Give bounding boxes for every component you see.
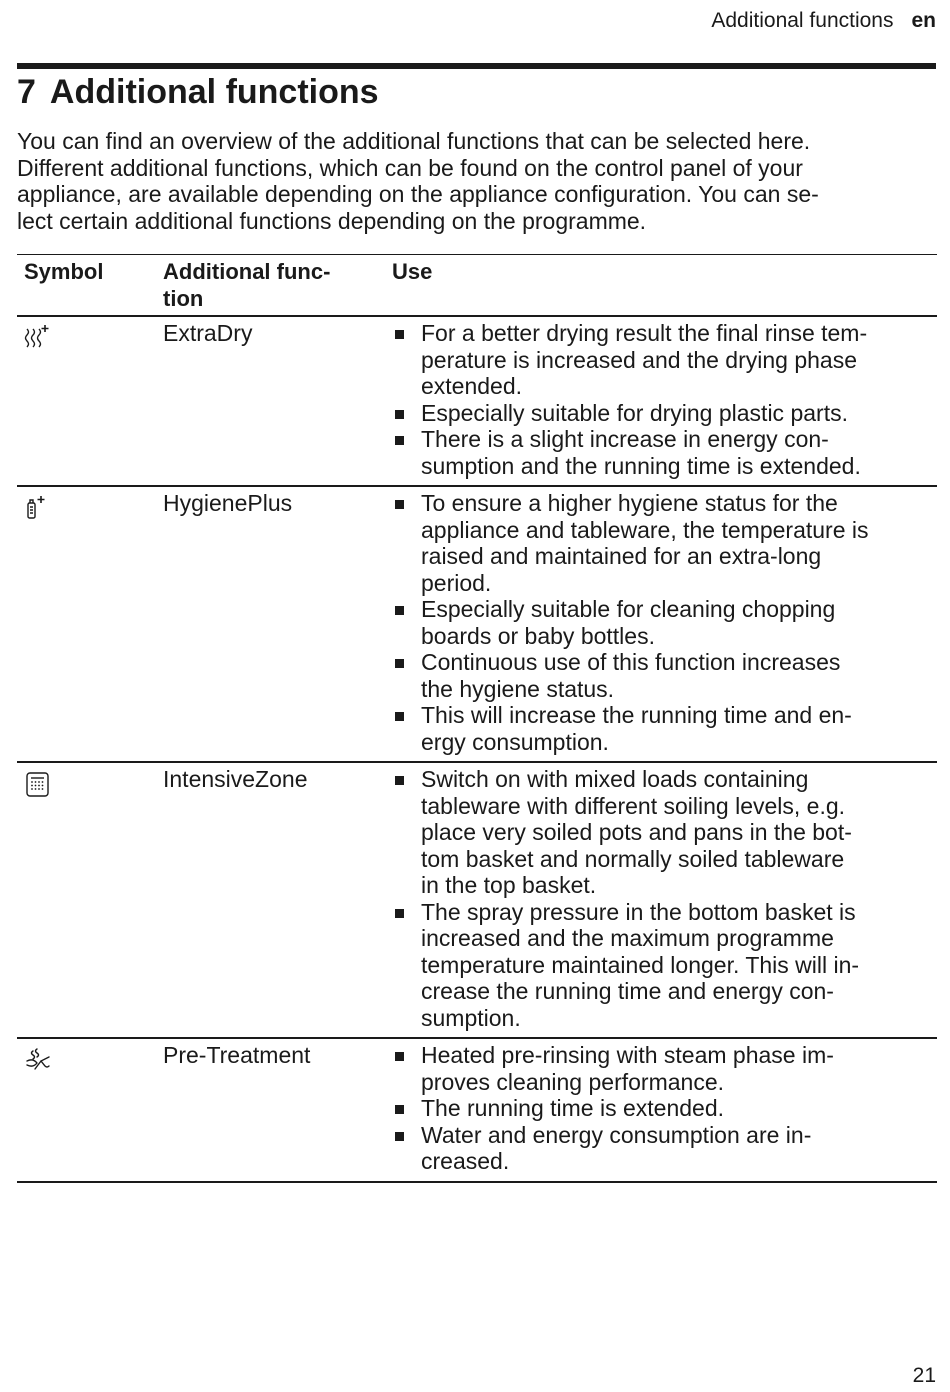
- list-item: [392, 766, 937, 899]
- extra-dry-icon: [23, 323, 53, 353]
- list-item: [392, 702, 937, 755]
- running-header: [711, 8, 936, 34]
- list-item-line: sumption and the running time is extended.: [421, 452, 861, 479]
- header-function: [163, 258, 330, 312]
- list-item-line: tableware with different soiling levels, e.g.: [421, 792, 846, 819]
- list-item: [392, 596, 937, 649]
- chapter-title: [17, 70, 379, 114]
- list-item-line: period.: [421, 569, 492, 596]
- list-item-line: extended.: [421, 373, 523, 399]
- list-item-line: boards or baby bottles.: [421, 622, 655, 649]
- list-item: [392, 899, 937, 1032]
- use-list: [392, 1039, 937, 1181]
- header-rule: [17, 63, 936, 69]
- list-item-line: place very soiled pots and pans in the bot-: [421, 819, 852, 845]
- pre-treatment-icon: [23, 1045, 53, 1075]
- intro-paragraph: [17, 128, 932, 234]
- table-row-hygieneplus: [17, 487, 937, 763]
- list-item-line: Especially suitable for cleaning chopping: [421, 596, 836, 622]
- list-item: [392, 1042, 937, 1095]
- page-number: 21: [912, 1364, 936, 1387]
- intensive-zone-icon: [23, 769, 53, 799]
- header-function-line: tion: [163, 286, 204, 311]
- chapter-number: 7: [17, 73, 36, 111]
- list-item-line: the hygiene status.: [421, 675, 615, 702]
- list-item: [392, 1122, 937, 1175]
- list-item-line: Especially suitable for drying plastic parts.: [421, 399, 848, 426]
- list-item-line: Heated pre-rinsing with steam phase im-: [421, 1042, 834, 1068]
- table-row-intensivezone: [17, 763, 937, 1039]
- list-item-line: in the top basket.: [421, 872, 597, 898]
- list-item-line: proves cleaning performance.: [421, 1068, 724, 1095]
- list-item-line: The running time is extended.: [421, 1095, 725, 1121]
- use-list: [392, 763, 937, 1037]
- use-list: [392, 487, 937, 761]
- table-header: [17, 254, 937, 317]
- list-item: [392, 426, 937, 479]
- running-header-section: Additional functions: [711, 9, 894, 32]
- use-list: [392, 317, 937, 485]
- header-function-line: Additional func-: [163, 259, 331, 284]
- intro-line: Different additional functions, which can be found on the control panel of your: [17, 154, 803, 181]
- table-row-extradry: [17, 317, 937, 487]
- list-item-line: increased and the maximum programme: [421, 925, 834, 951]
- chapter-title-text: Additional functions: [49, 73, 379, 111]
- list-item-line: Water and energy consumption are in-: [421, 1121, 812, 1148]
- list-item-line: The spray pressure in the bottom basket is: [421, 898, 856, 925]
- function-name: IntensiveZone: [163, 766, 308, 792]
- list-item: [392, 649, 937, 702]
- list-item: [392, 320, 937, 400]
- intro-line: You can find an overview of the additional functions that can be selected here.: [17, 128, 811, 154]
- list-item-line: To ensure a higher hygiene status for the: [421, 490, 838, 516]
- list-item: [392, 400, 937, 427]
- intro-line: appliance, are available depending on the appliance configuration. You can se-: [17, 181, 819, 207]
- list-item-line: appliance and tableware, the temperature is: [421, 516, 869, 543]
- list-item-line: crease the running time and energy con-: [421, 978, 834, 1004]
- list-item: [392, 490, 937, 596]
- hygiene-plus-icon: [23, 493, 53, 523]
- table-row-pretreatment: [17, 1039, 937, 1183]
- list-item-line: Switch on with mixed loads containing: [421, 766, 809, 792]
- list-item-line: creased.: [421, 1148, 510, 1174]
- list-item-line: For a better drying result the final rinse tem-: [421, 320, 868, 346]
- function-name: ExtraDry: [163, 320, 253, 346]
- function-name: Pre-Treatment: [163, 1042, 311, 1068]
- list-item-line: sumption.: [421, 1004, 521, 1031]
- language-code: en: [911, 9, 936, 32]
- list-item-line: temperature maintained longer. This will in-: [421, 951, 860, 978]
- header-symbol: Symbol: [24, 259, 104, 284]
- list-item: [392, 1095, 937, 1122]
- list-item-line: raised and maintained for an extra-long: [421, 543, 822, 569]
- list-item-line: ergy consumption.: [421, 728, 609, 755]
- list-item-line: tom basket and normally soiled tableware: [421, 845, 845, 872]
- function-name: HygienePlus: [163, 490, 293, 516]
- list-item-line: There is a slight increase in energy con-: [421, 426, 829, 452]
- additional-functions-table: [17, 254, 937, 1183]
- intro-line: lect certain additional functions depending on the programme.: [17, 207, 647, 234]
- list-item-line: perature is increased and the drying phase: [421, 346, 858, 373]
- header-use: Use: [392, 259, 433, 284]
- list-item-line: Continuous use of this function increases: [421, 649, 841, 675]
- list-item-line: This will increase the running time and en-: [421, 702, 852, 728]
